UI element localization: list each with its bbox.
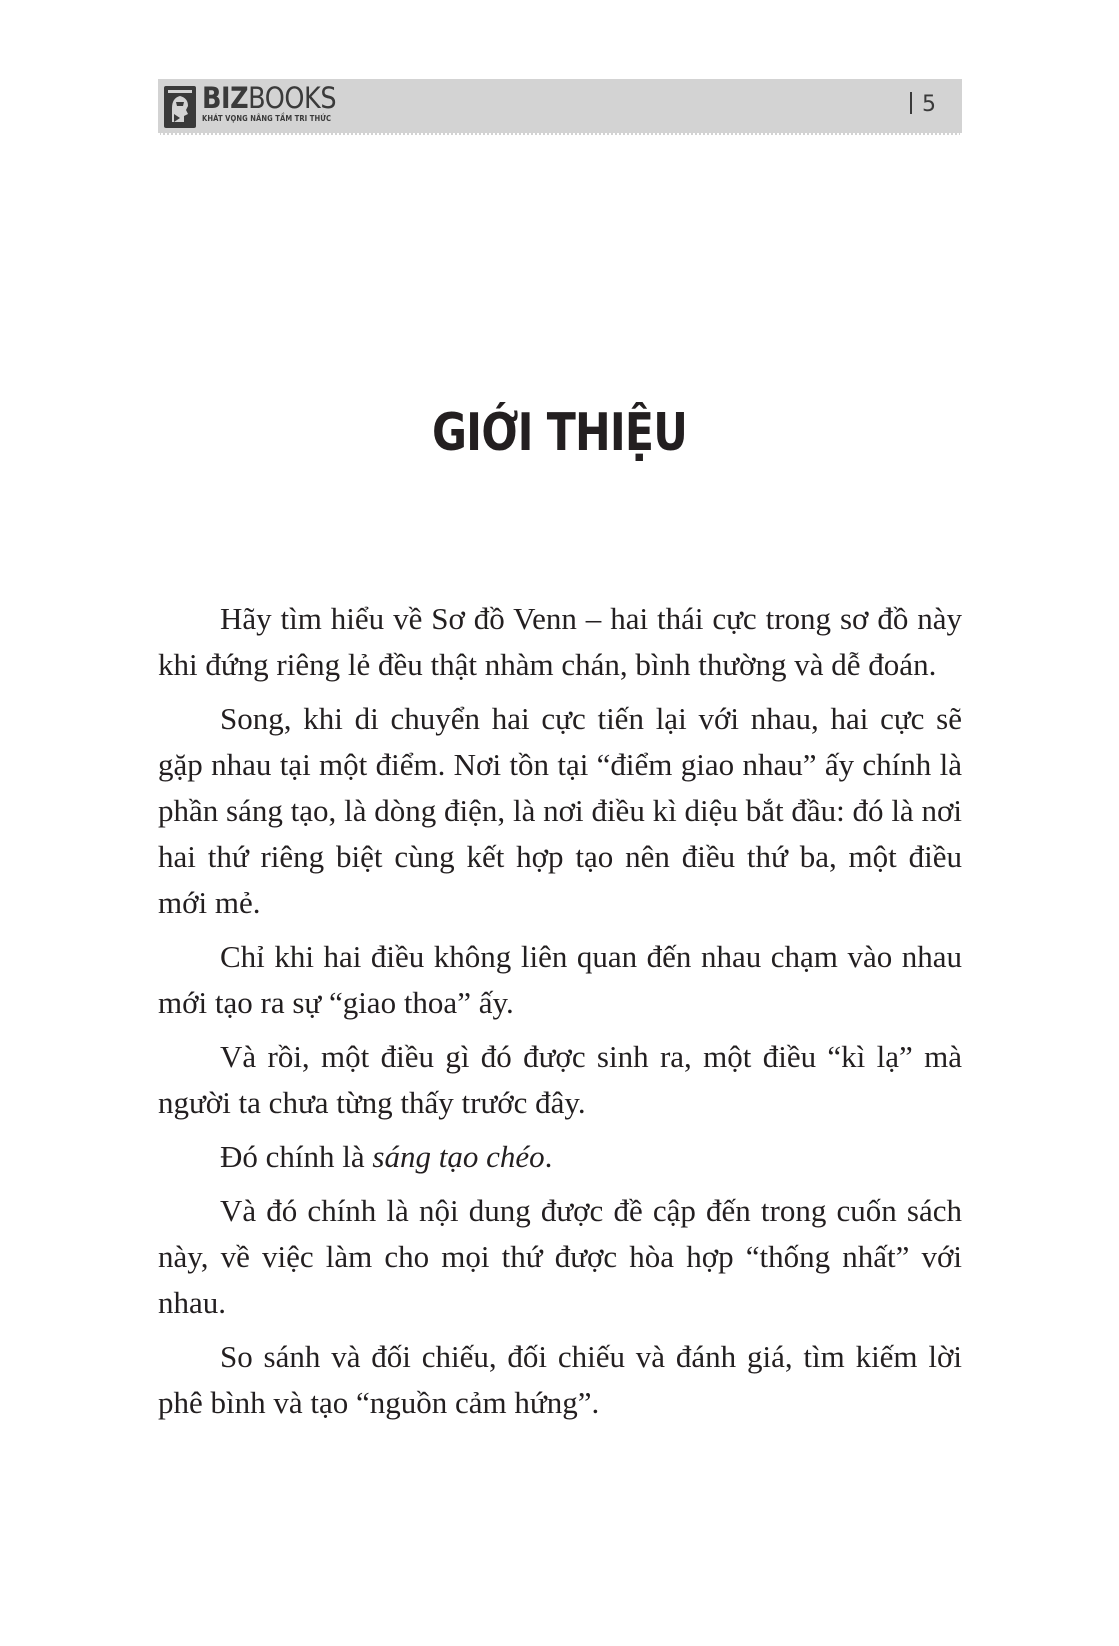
body-text <box>158 596 962 1434</box>
paragraph-7: So sánh và đối chiếu, đối chiếu và đánh giá, tìm kiếm lời phê bình và tạo “nguồn cảm hứng”. <box>158 1339 962 1420</box>
paragraph-6: Và đó chính là nội dung được đề cập đến trong cuốn sách này, về việc làm cho mọi thứ được hòa hợp “thống nhất” với nhau. <box>158 1193 962 1320</box>
paragraph-2: Song, khi di chuyển hai cực tiến lại với nhau, hai cực sẽ gặp nhau tại một điểm. Nơi tồn tại “điểm giao nhau” ấy chính là phần sáng tạo, là dòng điện, là nơi điều kì diệu bắt đầu: đó là nơi hai thứ riêng biệt cùng kết hợp tạo nên điều thứ ba, một điều mới mẻ. <box>158 701 962 920</box>
logo-tagline: KHÁT VỌNG NÂNG TẦM TRI THỨC <box>202 114 332 123</box>
logo-text <box>202 81 354 123</box>
logo-wordmark <box>202 81 337 115</box>
page-number <box>910 92 936 117</box>
chapter-title: GIỚI THIỆU <box>431 403 688 463</box>
paragraph-5-end: . <box>544 1139 553 1174</box>
page-number-value: 5 <box>922 92 936 117</box>
logo-books: BOOKS <box>248 81 337 115</box>
bizbooks-logo <box>164 81 354 132</box>
paragraph-5-emphasis: sáng tạo chéo <box>372 1139 545 1174</box>
logo-biz: BIZ <box>202 81 249 115</box>
publisher-emblem-icon <box>164 86 196 128</box>
paragraph-5 <box>158 1134 962 1180</box>
paragraph-5-start: Đó chính là <box>220 1139 373 1174</box>
page-number-separator <box>910 92 912 114</box>
paragraph-4: Và rồi, một điều gì đó được sinh ra, một điều “kì lạ” mà người ta chưa từng thấy trước đây. <box>158 1039 962 1120</box>
paragraph-3: Chỉ khi hai điều không liên quan đến nhau chạm vào nhau mới tạo ra sự “giao thoa” ấy. <box>158 939 962 1020</box>
paragraph-1: Hãy tìm hiểu về Sơ đồ Venn – hai thái cực trong sơ đồ này khi đứng riêng lẻ đều thật nhàm chán, bình thường và dễ đoán. <box>158 601 962 682</box>
running-header <box>158 79 962 135</box>
